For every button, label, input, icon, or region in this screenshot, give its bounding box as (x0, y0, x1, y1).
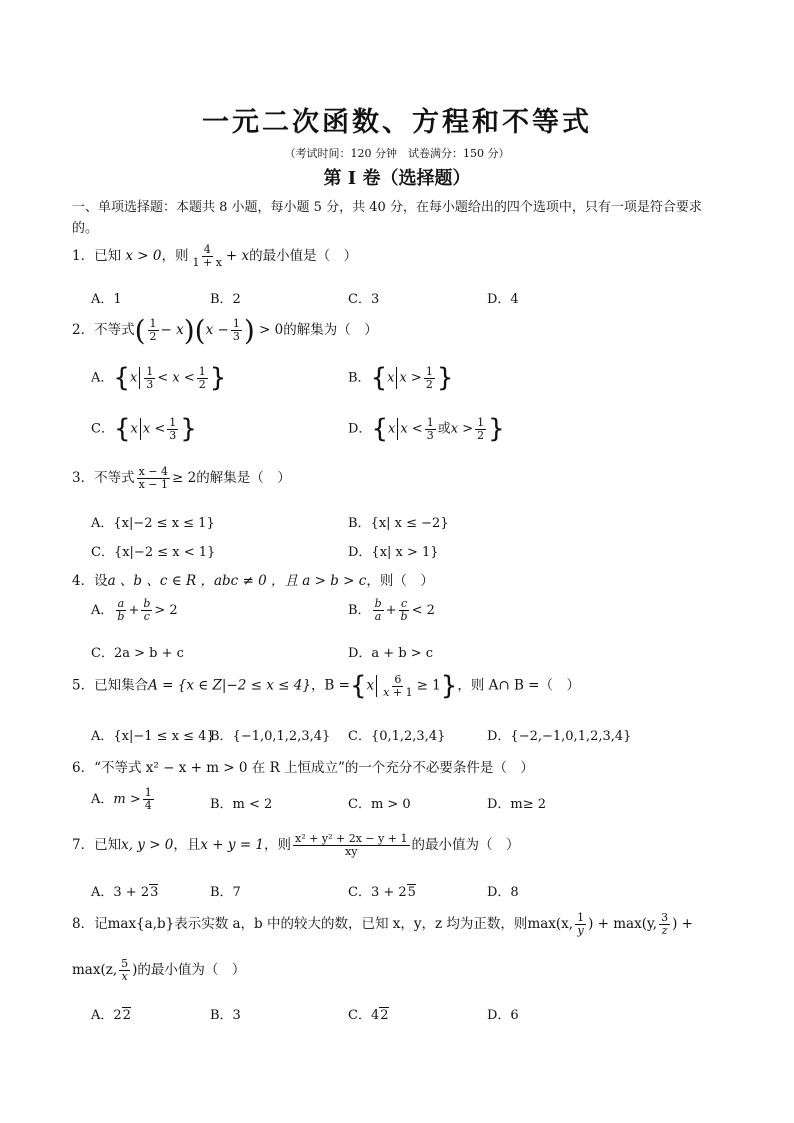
q2-option-d-label: D． (348, 421, 372, 437)
q4-option-d[interactable]: D．a + b > c (348, 646, 434, 661)
page-title: 一元二次函数、方程和不等式 (202, 107, 592, 138)
q3-option-c[interactable]: C．{x|−2 ≤ x < 1} (91, 545, 216, 560)
question-5: 5．已知集合A = {x ∈ Z|−2 ≤ x ≤ 4}，B ={x $\frac{6}{x + 1}$ ≥ 1}，则 A∩ B =（ ） (72, 671, 580, 701)
q1-frac-den: 1 + x (192, 256, 222, 269)
q2-option-b[interactable]: B．{x x > $\frac{1}{2}$ } (348, 363, 454, 393)
q5-option-c[interactable]: C．{0,1,2,3,4} (348, 729, 446, 744)
q2-option-c[interactable]: C．{x x < $\frac{1}{3}$ } (91, 414, 197, 444)
q3-fraction (137, 466, 170, 491)
q5-option-a[interactable]: A．{x|−1 ≤ x ≤ 4} (91, 729, 215, 744)
q7-option-d[interactable]: D．8 (487, 885, 519, 900)
q4-option-a-tail: > 2 (154, 603, 178, 618)
q7-prefix: 7．已知 (72, 837, 122, 853)
q7-option-c[interactable]: C．3 + 25 (348, 885, 416, 900)
q2-option-c-label: C． (91, 421, 114, 437)
question-8-line-2: max(z, $\frac{5}{x}$ )的最小值为（ ） (72, 957, 246, 983)
q1-mid: ，则 (161, 248, 189, 264)
q4-option-a[interactable]: A． $\frac{a}{b}$ + $\frac{b}{c}$ > 2 (91, 597, 178, 623)
q8-prefix: 8．记 (72, 916, 108, 932)
question-4 (72, 569, 434, 589)
q1-option-a[interactable]: A．1 (91, 292, 122, 307)
q4-condition: a 、b 、c ∈ R ，abc ≠ 0 ，且 a > b > c (107, 573, 367, 589)
q2-prefix: 2．不等式 (72, 322, 135, 338)
q8-option-d[interactable]: D．6 (487, 1008, 519, 1023)
q8-mid: 表示实数 a，b 中的较大的数，已知 x，y，z 均为正数，则 (174, 916, 528, 932)
q2-paren: ( (134, 314, 146, 347)
q3-option-b[interactable]: B．{x| x ≤ −2} (348, 516, 449, 531)
q1-condition: x > 0 (125, 248, 162, 264)
q2-option-d[interactable]: D．{x x < $\frac{1}{3}$ 或x > $\frac{1}{2}$ } (348, 414, 505, 444)
q1-suffix: 的最小值是（ ） (249, 248, 358, 264)
q3-option-d[interactable]: D．{x| x > 1} (348, 545, 439, 560)
q7-option-b[interactable]: B．7 (210, 885, 241, 900)
q5-set-b-prefix: ，B = (310, 677, 350, 694)
q2-option-a[interactable]: A．{x $\frac{1}{3}$ < x < $\frac{1}{2}$ } (91, 363, 227, 393)
q1-fraction (191, 244, 224, 269)
instructions: 一、单项选择题：本题共 8 小题，每小题 5 分，共 40 分，在每小题给出的四个选项中，只有一项是符合要求的。 (72, 200, 702, 236)
q6-option-d[interactable]: D．m≥ 2 (487, 797, 547, 812)
question-7 (72, 833, 520, 858)
q1-frac-num: 4 (203, 243, 211, 256)
question-3 (72, 466, 291, 491)
question-1 (72, 244, 357, 269)
q2-frac-1: $\frac{1}{2}$ (149, 317, 157, 343)
q3-suffix: 的解集是（ ） (196, 470, 291, 486)
q2-option-b-label: B． (348, 370, 371, 386)
q4-prefix: 4．设 (72, 573, 108, 589)
q2-suffix: 的解集为（ ） (283, 322, 378, 338)
q7-mid-2: ，则 (264, 837, 292, 853)
q7-condition: x, y > 0 (121, 837, 174, 853)
q6-option-a[interactable]: A．m > $\frac{1}{4}$ (91, 786, 152, 812)
q7-fraction (293, 833, 410, 858)
q3-relation: ≥ 2 (172, 470, 197, 486)
q4-option-c[interactable]: C．2a > b + c (91, 646, 184, 661)
q1-tail: + x (225, 248, 250, 264)
q5-set-a: A = {x ∈ Z|−2 ≤ x ≤ 4} (148, 677, 311, 694)
q7-suffix: 的最小值为（ ） (411, 837, 520, 853)
q7-frac-den: xy (345, 845, 358, 858)
q7-mid: ，且 (173, 837, 201, 853)
q8-option-b[interactable]: B．3 (210, 1008, 241, 1023)
q5-option-b[interactable]: B．{−1,0,1,2,3,4} (210, 729, 331, 744)
question-6: 6．“不等式 x² − x + m > 0 在 R 上恒成立”的一个充分不必要条件是（ ） (72, 760, 534, 776)
question-8: 8．记max{a,b}表示实数 a，b 中的较大的数，已知 x，y，z 均为正数，则max(x, $\frac{1}{y}$ ) + max(y, $\frac{3}{z}$ ) + (72, 911, 693, 937)
q4-suffix: ，则（ ） (366, 573, 434, 589)
q3-frac-den: x − 1 (138, 478, 169, 491)
q1-option-b[interactable]: B．2 (210, 292, 241, 307)
q2-option-a-label: A． (91, 370, 114, 386)
q3-prefix: 3．不等式 (72, 470, 135, 486)
q6-option-b[interactable]: B．m < 2 (210, 797, 273, 812)
q1-option-d[interactable]: D．4 (487, 292, 519, 307)
q2-frac-2: $\frac{1}{3}$ (232, 317, 240, 343)
q1-option-c[interactable]: C．3 (348, 292, 380, 307)
q8-max-notation: max{a,b} (107, 916, 175, 932)
q7-frac-num: x² + y² + 2x − y + 1 (295, 832, 408, 845)
q7-option-a[interactable]: A．3 + 23 (91, 885, 159, 900)
q3-frac-num: x − 4 (138, 465, 169, 478)
q5-option-d[interactable]: D．{−2,−1,0,1,2,3,4} (487, 729, 632, 744)
q2-or: 或 (437, 421, 451, 437)
exam-info: （考试时间：120 分钟 试卷满分：150 分） (284, 147, 510, 160)
q8-option-a[interactable]: A．22 (91, 1008, 131, 1023)
q5-suffix: ，则 A∩ B =（ ） (457, 677, 580, 694)
q4-option-b[interactable]: B． $\frac{b}{a}$ + $\frac{c}{b}$ < 2 (348, 597, 435, 623)
q1-prefix: 1．已知 (72, 248, 122, 264)
q5-prefix: 5．已知集合 (72, 677, 149, 694)
q6-option-c[interactable]: C．m > 0 (348, 797, 411, 812)
q3-option-a[interactable]: A．{x|−2 ≤ x ≤ 1} (91, 516, 215, 531)
q4-option-b-tail: < 2 (411, 603, 435, 618)
q7-condition-2: x + y = 1 (200, 837, 265, 853)
q8-suffix: 的最小值为（ ） (137, 962, 246, 978)
q8-option-c[interactable]: C．42 (348, 1008, 389, 1023)
section-heading: 第 I 卷（选择题） (323, 168, 471, 189)
question-2: 2．不等式( $\frac{1}{2}$ − x)(x − $\frac{1}{3}$ ) > 0的解集为（ ） (72, 314, 378, 347)
